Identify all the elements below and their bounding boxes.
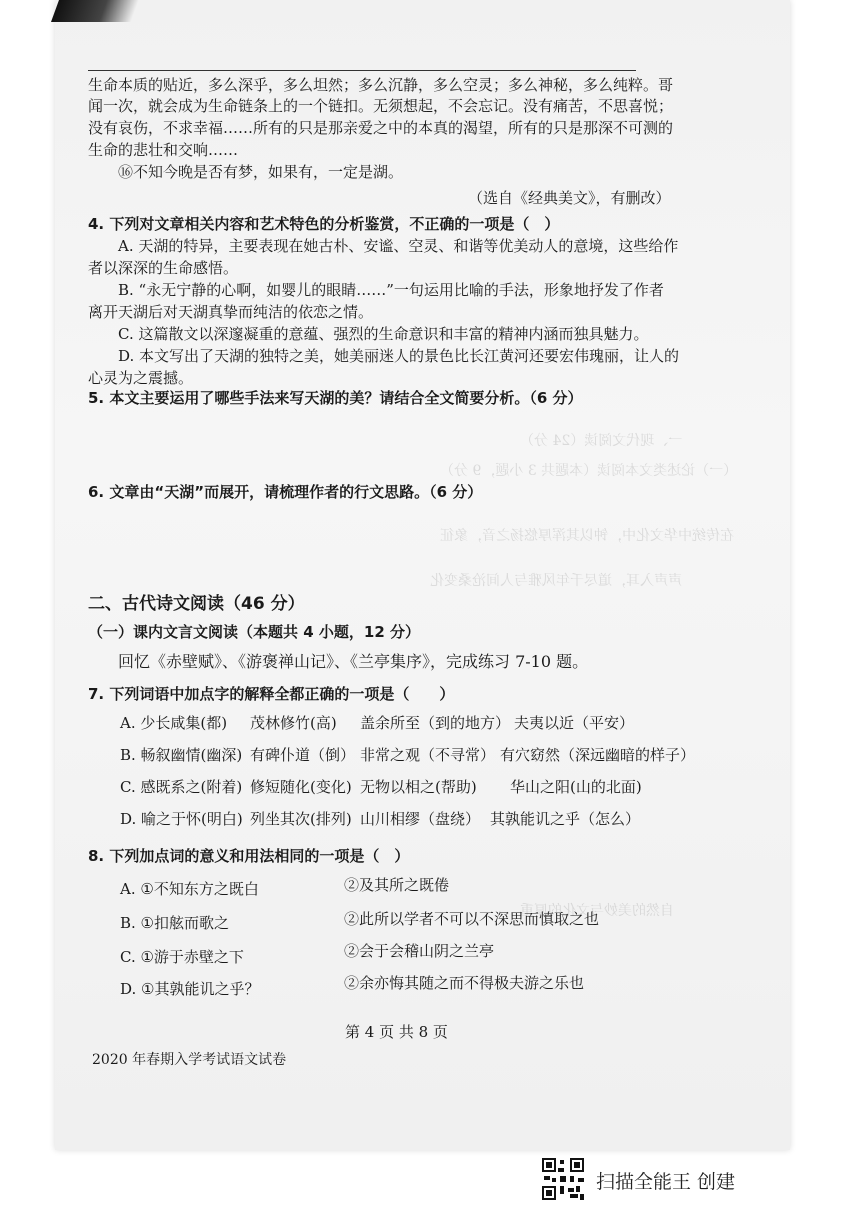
- exam-title: 2020 年春期入学考试语文试卷: [92, 1052, 287, 1068]
- q7-option-d-3: 山川相缪（盘绕）: [360, 810, 481, 828]
- subsection-1-heading: （一）课内文言文阅读（本题共 4 小题，12 分）: [88, 623, 420, 641]
- q4-option-c: C. 这篇散文以深邃凝重的意蕴、强烈的生命意识和丰富的精神内涵而独具魅力。: [118, 325, 649, 343]
- q8-option-d-2: ②余亦悔其随之而不得极夫游之乐也: [344, 974, 585, 992]
- q7-option-b-4: 有穴窈然（深远幽暗的样子）: [500, 746, 696, 764]
- q8-option-b-1: B. ①扣舷而歌之: [120, 914, 230, 932]
- top-rule: [88, 70, 636, 71]
- q4-option-d: D. 本文写出了天湖的独特之美，她美丽迷人的景色比长江黄河还要宏伟瑰丽，让人的: [118, 347, 680, 365]
- q7-option-a-1: A. 少长咸集(都): [120, 714, 228, 732]
- q4-option-b-cont: 离开天湖后对天湖真挚而纯洁的依恋之情。: [88, 303, 374, 321]
- q7-option-c-1: C. 感既系之(附着): [120, 778, 243, 796]
- bleed-through-text: 在传统中华文化中，钟以其浑厚悠扬之音，象征: [440, 528, 734, 544]
- page-number: 第 4 页 共 8 页: [345, 1023, 448, 1041]
- q8-option-d-1: D. ①其孰能讥之乎？: [120, 980, 260, 998]
- bleed-through-text: 自然的美妙与文化的厚重: [520, 903, 674, 919]
- q4-option-b: B. “永无宁静的心啊，如婴儿的眼睛……”一句运用比喻的手法，形象地抒发了作者: [118, 281, 664, 299]
- q4-option-a: A. 天湖的特异，主要表现在她古朴、安谧、空灵、和谐等优美动人的意境，这些给作: [118, 237, 679, 255]
- bleed-through-text: （一）论述类文本阅读（本题共 3 小题，9 分）: [440, 463, 738, 479]
- q4-option-a-cont: 者以深深的生命感悟。: [88, 259, 239, 277]
- q7-option-a-3: 盖余所至（到的地方）: [360, 714, 511, 732]
- q7-option-b-3: 非常之观（不寻常）: [360, 746, 496, 764]
- passage-line: 没有哀伤，不求幸福……所有的只是那亲爱之中的本真的渴望，所有的只是那深不可测的: [88, 119, 674, 137]
- passage-line: 生命的悲壮和交响……: [88, 141, 239, 159]
- q7-option-c-4: 华山之阳(山的北面): [510, 778, 642, 796]
- question-6: 6. 文章由“天湖”而展开，请梳理作者的行文思路。（6 分）: [88, 483, 483, 501]
- bleed-through-text: 一、现代文阅读（24 分）: [520, 433, 683, 449]
- q7-option-d-4: 其孰能讥之乎（怎么）: [490, 810, 641, 828]
- q8-option-b-2: ②此所以学者不可以不深思而慎取之也: [344, 910, 600, 928]
- instructions: 回忆《赤壁赋》、《游褒禅山记》、《兰亭集序》，完成练习 7-10 题。: [118, 652, 589, 671]
- question-7-stem: 7. 下列词语中加点字的解释全都正确的一项是（ ）: [88, 685, 455, 703]
- q8-option-a-2: ②及其所之既倦: [344, 876, 450, 894]
- q8-option-a-1: A. ①不知东方之既白: [120, 880, 259, 898]
- source-note: （选自《经典美文》，有删改）: [468, 189, 671, 207]
- q7-option-b-1: B. 畅叙幽情(幽深): [120, 746, 243, 764]
- scanner-watermark: 扫描全能王 创建: [596, 1171, 736, 1193]
- q7-option-a-4: 夫夷以近（平安）: [514, 714, 635, 732]
- q4-option-d-cont: 心灵为之震撼。: [88, 369, 194, 387]
- question-5: 5. 本文主要运用了哪些手法来写天湖的美？请结合全文简要分析。（6 分）: [88, 389, 583, 407]
- q7-option-d-2: 列坐其次(排列): [250, 810, 352, 828]
- scan-corner-shadow: [51, 0, 139, 22]
- q7-option-c-3: 无物以相之(帮助): [360, 778, 477, 796]
- bleed-through-text: 声声入耳，道尽千年风雅与人间沧桑变化: [430, 573, 682, 589]
- section-2-heading: 二、古代诗文阅读（46 分）: [88, 594, 305, 614]
- q7-option-d-1: D. 喻之于怀(明白): [120, 810, 243, 828]
- qr-code-icon: [540, 1156, 586, 1202]
- passage-line: 闻一次，就会成为生命链条上的一个链扣。无须想起，不会忘记。没有痛苦，不思喜悦；: [88, 97, 674, 115]
- q8-option-c-1: C. ①游于赤壁之下: [120, 948, 244, 966]
- question-4-stem: 4. 下列对文章相关内容和艺术特色的分析鉴赏，不正确的一项是（ ）: [88, 215, 560, 233]
- q7-option-b-2: 有碑仆道（倒）: [250, 746, 356, 764]
- q7-option-c-2: 修短随化(变化): [250, 778, 352, 796]
- q7-option-a-2: 茂林修竹(高): [250, 714, 337, 732]
- question-8-stem: 8. 下列加点词的意义和用法相同的一项是（ ）: [88, 847, 410, 865]
- passage-end: ⑯不知今晚是否有梦，如果有，一定是湖。: [118, 163, 404, 181]
- q8-option-c-2: ②会于会稽山阴之兰亭: [344, 942, 495, 960]
- passage-line: 生命本质的贴近，多么深乎，多么坦然；多么沉静，多么空灵；多么神秘，多么纯粹。哥: [88, 76, 674, 94]
